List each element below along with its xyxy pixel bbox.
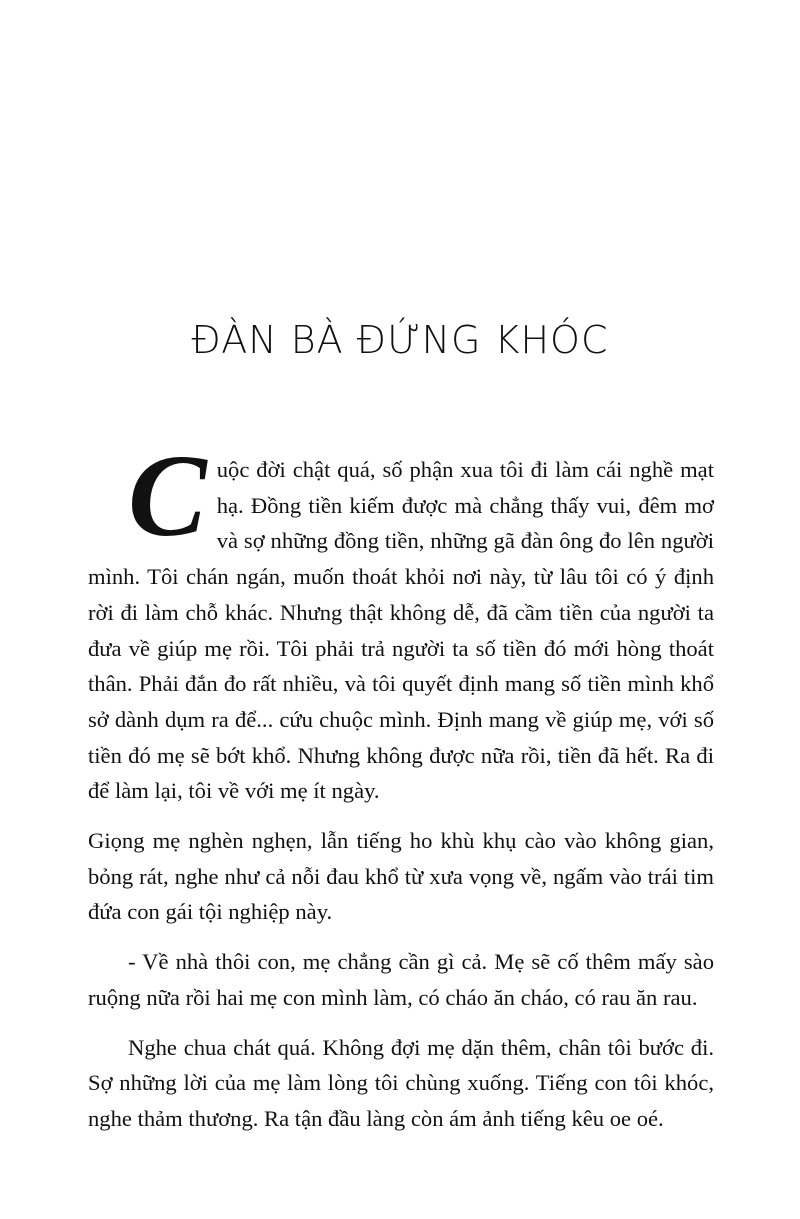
chapter-body — [88, 430, 714, 1137]
paragraph-2 — [88, 823, 714, 930]
drop-cap: C — [128, 430, 207, 561]
paragraph-2-text: Giọng mẹ nghèn nghẹn, lẫn tiếng ho khù khụ cào vào không gian, bỏng rát, nghe như cả nỗi đau khổ từ xưa vọng về, ngấm vào trái tim đứa con gái tội nghiệp này. — [88, 828, 714, 925]
chapter-title: ĐÀN BÀ ĐỨNG KHÓC — [191, 318, 609, 362]
paragraph-3 — [88, 944, 714, 1015]
paragraph-3-text: - Về nhà thôi con, mẹ chẳng cần gì cả. Mẹ sẽ cố thêm mấy sào ruộng nữa rồi hai mẹ con mình làm, có cháo ăn cháo, có rau ăn rau. — [88, 949, 714, 1010]
paragraph-4-text: Nghe chua chát quá. Không đợi mẹ dặn thêm, chân tôi bước đi. Sợ những lời của mẹ làm lòng tôi chùng xuống. Tiếng con tôi khóc, nghe thảm thương. Ra tận đầu làng còn ám ảnh tiếng kêu oe oé. — [88, 1034, 714, 1131]
paragraph-1 — [88, 430, 714, 809]
paragraph-4 — [88, 1030, 714, 1137]
paragraph-1-text: uộc đời chật quá, số phận xua tôi đi làm cái nghề mạt hạ. Đồng tiền kiếm được mà chẳng thấy vui, đêm mơ và sợ những đồng tiền, những gã đàn ông đo lên người mình. Tôi chán ngán, muốn thoát khỏi nơi này, từ lâu tôi có ý định rời đi làm chỗ khác. Nhưng thật không dễ, đã cầm tiền của người ta đưa về giúp mẹ rồi. Tôi phải trả người ta số tiền đó mới hòng thoát thân. Phải đắn đo rất nhiều, và tôi quyết định mang số tiền mình khổ sở dành dụm ra để... cứu chuộc mình. Định mang về giúp mẹ, với số tiền đó mẹ sẽ bớt khổ. Nhưng không được nữa rồi, tiền đã hết. Ra đi để làm lại, tôi về với mẹ ít ngày. — [88, 457, 714, 804]
